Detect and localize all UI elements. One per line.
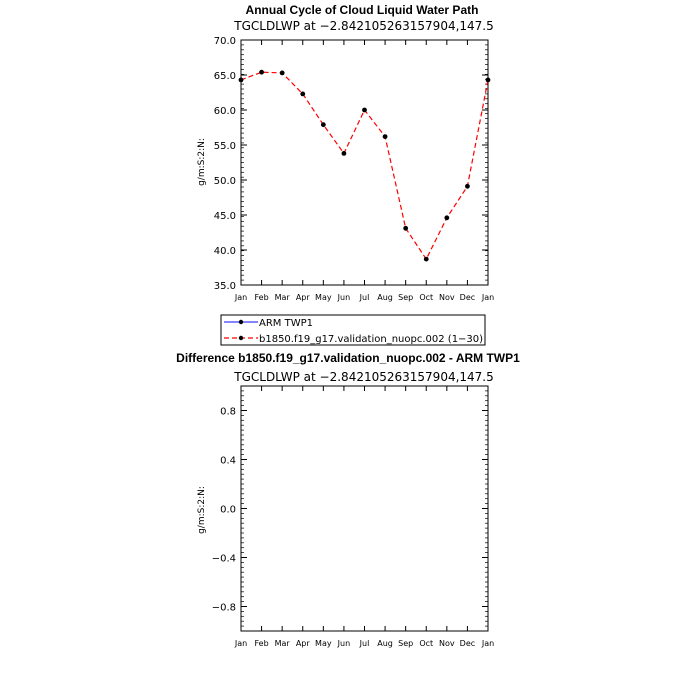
chart1-data-point (403, 226, 408, 231)
chart1-x-tick-label: Jul (359, 293, 370, 302)
chart2-x-tick-label: Jun (337, 639, 351, 648)
legend-label-model: b1850.f19_g17.validation_nuopc.002 (1−30) (259, 334, 484, 345)
chart1-series-line-1 (241, 72, 488, 259)
legend-marker-model (239, 336, 243, 340)
chart1-data-point (424, 257, 429, 262)
chart1-y-tick-label: 35.0 (213, 281, 236, 292)
chart1-data-point (383, 134, 388, 139)
chart2-y-tick-label: 0.8 (220, 406, 236, 418)
chart1-data-point (280, 71, 285, 76)
chart2-x-tick-label: Aug (377, 639, 393, 648)
chart2-x-tick-label: May (315, 639, 332, 648)
chart2-axes-ticks (212, 386, 494, 648)
chart1-y-axis-label: g/m:S:2:N: (197, 138, 207, 186)
legend-marker-arm (239, 320, 243, 324)
chart1-data-point (444, 215, 449, 220)
chart1-x-tick-label: Jan (481, 293, 495, 302)
legend-label-arm: ARM TWP1 (259, 318, 313, 329)
chart1-data-point (259, 70, 264, 75)
chart2-title: Difference b1850.f19_g17.validation_nuopc.002 - ARM TWP1 (176, 351, 520, 365)
chart2-y-tick-label: −0.4 (211, 553, 236, 565)
chart2-x-tick-label: Feb (254, 639, 269, 648)
chart2-x-tick-label: Dec (459, 639, 476, 648)
chart2-x-tick-label: Nov (439, 639, 455, 648)
chart2-y-tick-label: −0.8 (211, 602, 236, 614)
chart2-x-tick-label: Oct (419, 639, 434, 648)
chart2-x-tick-label: Sep (398, 639, 414, 648)
chart2-x-tick-label: Jan (234, 639, 248, 648)
chart1-x-tick-label: Aug (377, 293, 393, 302)
chart1-plot-frame (241, 40, 488, 285)
chart1-x-tick-label: Jan (234, 293, 248, 302)
chart1-x-tick-label: Mar (274, 293, 290, 302)
chart1-axes-ticks (214, 36, 494, 302)
chart2-subtitle: TGCLDLWP at −2.842105263157904,147.5 (234, 370, 494, 384)
chart2-x-tick-label: Jul (359, 639, 370, 648)
chart1-y-tick-label: 50.0 (213, 176, 236, 187)
chart1-x-tick-label: Oct (419, 293, 434, 302)
chart1-data-point (465, 184, 470, 189)
chart1-x-tick-label: Nov (439, 293, 455, 302)
chart1-x-tick-label: Dec (459, 293, 476, 302)
chart1-series (239, 70, 491, 262)
chart1-x-tick-label: Feb (254, 293, 269, 302)
chart2-y-tick-label: 0.0 (220, 504, 236, 516)
chart2-x-tick-label: Mar (274, 639, 290, 648)
chart1-x-tick-label: Sep (398, 293, 414, 302)
chart1-y-tick-label: 55.0 (213, 141, 236, 152)
chart1-data-point (486, 78, 491, 83)
chart1-data-point (239, 78, 244, 83)
chart1-y-tick-label: 45.0 (213, 211, 236, 222)
chart1-data-point (362, 108, 367, 113)
chart1-data-point (300, 92, 305, 97)
chart1-y-tick-label: 70.0 (213, 36, 236, 47)
chart1-subtitle: TGCLDLWP at −2.842105263157904,147.5 (234, 19, 494, 33)
chart2-x-tick-label: Apr (295, 639, 310, 648)
chart2-x-tick-label: Jan (481, 639, 495, 648)
chart2-plot-frame (241, 386, 488, 631)
chart2-y-tick-label: 0.4 (220, 455, 236, 467)
chart1-y-tick-label: 65.0 (213, 71, 236, 82)
chart1-title: Annual Cycle of Cloud Liquid Water Path (245, 3, 479, 17)
chart1-y-tick-label: 40.0 (213, 246, 236, 257)
chart1-y-tick-label: 60.0 (213, 106, 236, 117)
chart1-data-point (342, 151, 347, 156)
chart1-x-tick-label: Jun (337, 293, 351, 302)
chart1-x-tick-label: May (315, 293, 332, 302)
chart1-x-tick-label: Apr (295, 293, 310, 302)
chart2-y-axis-label: g/m:S:2:N: (197, 486, 207, 534)
chart1-data-point (321, 122, 326, 127)
